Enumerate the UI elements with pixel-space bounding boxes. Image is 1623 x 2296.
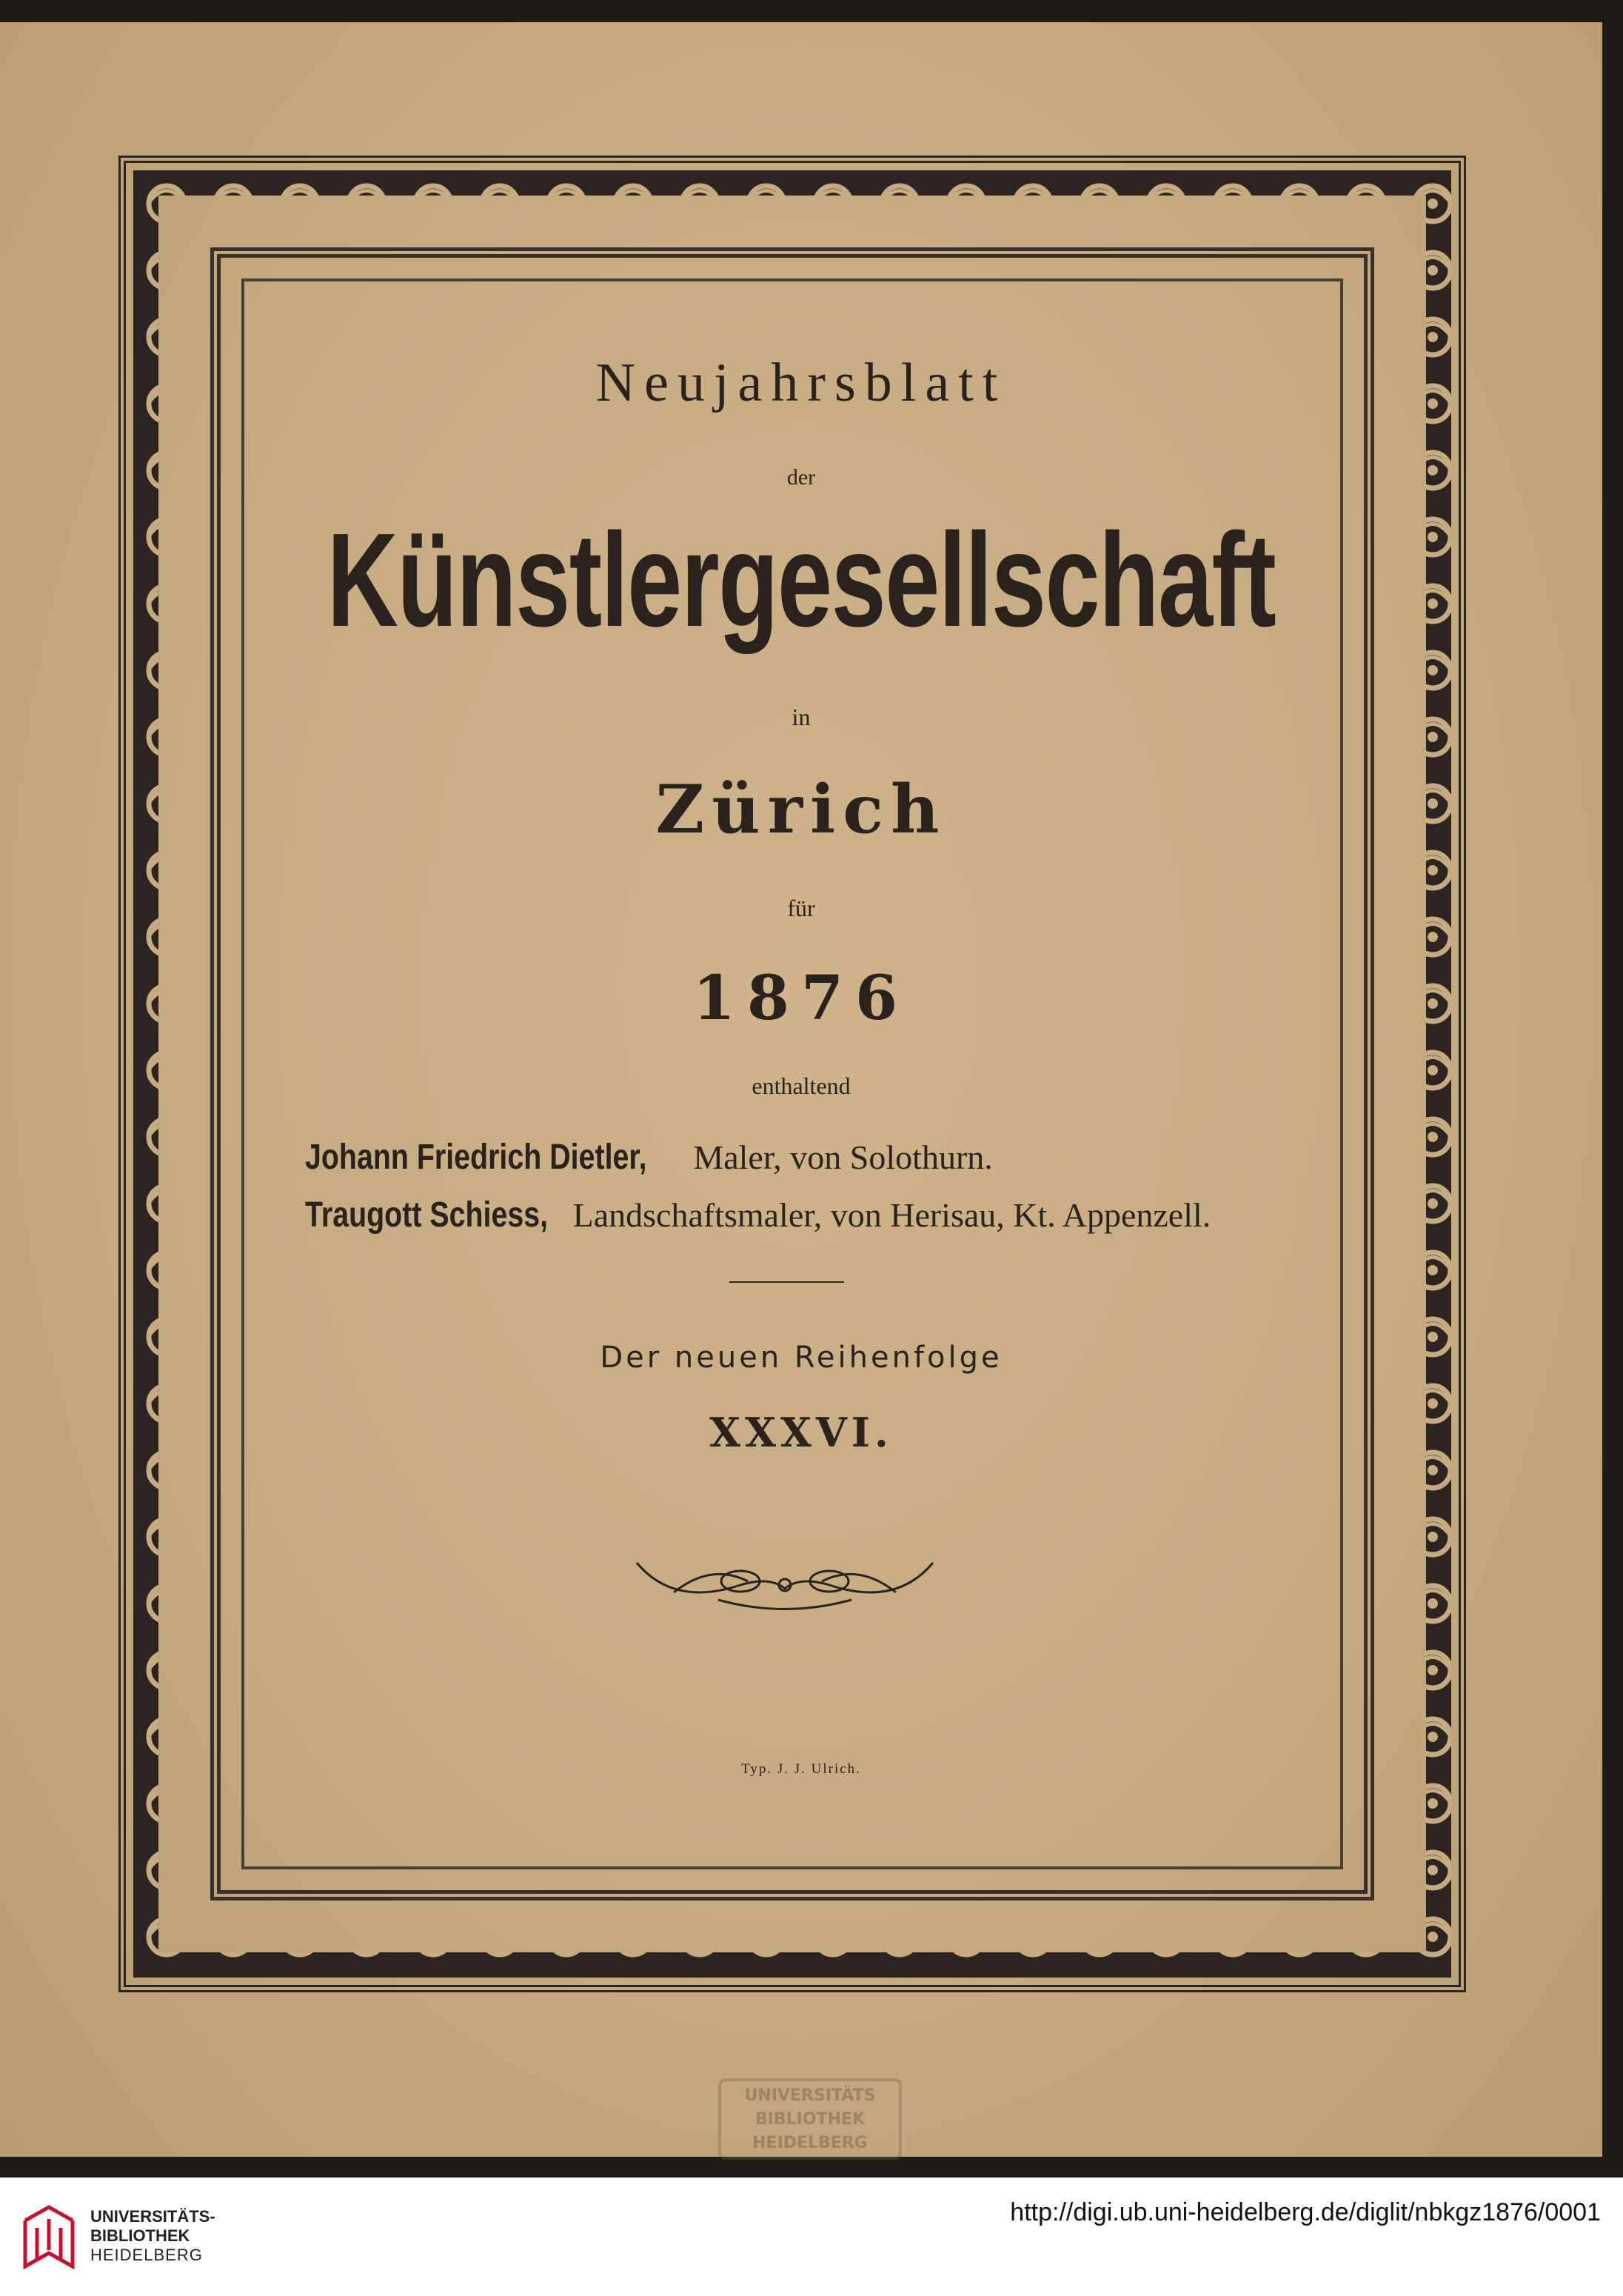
person-name: Traugott Schiess,	[305, 1195, 549, 1235]
person-description: Maler, von Solothurn.	[684, 1138, 993, 1176]
logo-line: HEIDELBERG	[90, 2246, 203, 2264]
printer-credit: Typ. J. J. Ulrich.	[741, 1761, 861, 1777]
person-entry	[305, 1195, 1211, 1235]
logo-line: UNIVERSITÄTS-	[90, 2207, 215, 2226]
divider	[729, 1281, 844, 1283]
title-neujahrsblatt: Neujahrsblatt	[595, 353, 1007, 413]
stamp-line: UNIVERSITÄTS	[744, 2086, 876, 2105]
library-logo-icon[interactable]	[19, 2198, 78, 2275]
title-zuerich: Zürich	[655, 770, 947, 849]
person-name: Johann Friedrich Dietler,	[305, 1138, 647, 1177]
title-in: in	[792, 704, 811, 730]
library-logo-text[interactable]	[90, 2207, 215, 2265]
stamp-line: BIBLIOTHEK	[754, 2110, 866, 2129]
title-kuenstlergesellschaft: Künstlergesellschaft	[327, 506, 1276, 655]
footer-bar	[0, 2177, 1623, 2296]
title-page	[0, 22, 1602, 2157]
library-stamp	[718, 2078, 902, 2160]
stamp-line: HEIDELBERG	[752, 2134, 868, 2152]
logo-line: BIBLIOTHEK	[90, 2226, 190, 2245]
title-fuer: für	[787, 895, 815, 921]
title-der: der	[786, 465, 816, 490]
person-description: Landschaftsmaler, von Herisau, Kt. Appenzell.	[564, 1196, 1211, 1234]
contents-label: enthaltend	[752, 1072, 851, 1099]
series-label: Der neuen Reihenfolge	[600, 1341, 1003, 1375]
person-entry	[305, 1137, 993, 1178]
permalink-url[interactable]: http://digi.ub.uni-heidelberg.de/diglit/nbkgz1876/0001	[1010, 2198, 1601, 2226]
title-year: 1876	[692, 963, 910, 1034]
flourish-vignette	[629, 1548, 940, 1615]
series-number: XXXVI.	[709, 1409, 893, 1456]
